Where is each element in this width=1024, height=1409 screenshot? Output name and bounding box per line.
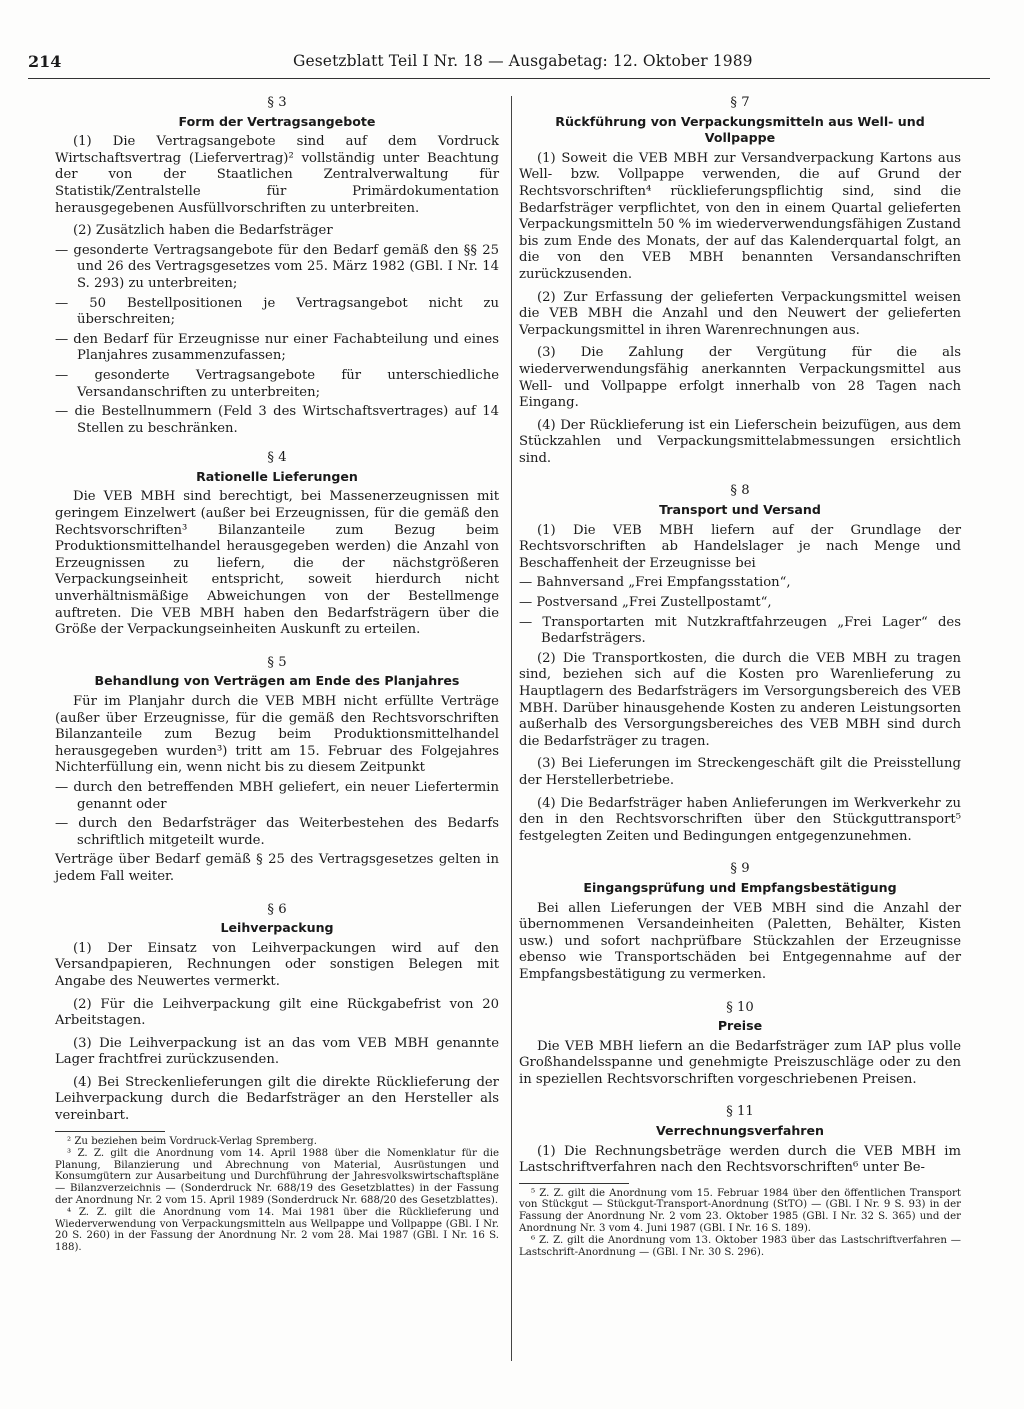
list-item: — Postversand „Frei Zustellpostamt“,	[519, 595, 772, 611]
section-number: § 9	[730, 861, 750, 877]
header-title: Gesetzblatt Teil I Nr. 18 — Ausgabetag: 12. Oktober 1989	[293, 52, 753, 70]
paragraph: Für im Planjahr durch die VEB MBH nicht erfüllte Verträge (außer über Erzeugnisse, für die gemäß den Rechtsvorschriften Bilanzanteile zum Bezug beim Produktionsmittelhandel herausgegeben wurden³) tritt am 15. Februar des Folgejahres Nichterfüllung ein, wenn nicht bis zu diesem Zeitpunkt	[55, 694, 499, 776]
list-item: — die Bestellnummern (Feld 3 des Wirtschaftsvertrages) auf 14 Stellen zu beschränken.	[55, 404, 499, 436]
paragraph: (2) Zur Erfassung der gelieferten Verpackungsmittel weisen die VEB MBH die Anzahl und den Neuwert der gelieferten Verpackungsmittel in ihren Warenrechnungen aus.	[519, 289, 961, 338]
section-number: § 5	[267, 654, 287, 670]
footnote: ² Zu beziehen beim Vordruck-Verlag Spremberg.	[67, 1135, 317, 1147]
header-rule	[28, 78, 990, 79]
paragraph: (2) Zusätzlich haben die Bedarfsträger	[73, 223, 333, 239]
paragraph: Die VEB MBH sind berechtigt, bei Massenerzeugnissen mit geringem Einzelwert (außer bei Erzeugnissen, für die gemäß den Rechtsvorschriften³ Bilanzanteile zum Bezug beim Produktionsmittelhandel herausgegeben werden) die Anzahl von Erzeugnissen zu liefern, die der nächstgrößeren Verpackungseinheit entspricht, soweit hierdurch nicht unverhältnismäßige Abweichungen von der Bestellmenge auftreten. Die VEB MBH haben den Bedarfsträgern über die Größe der Verpackungseinheiten Auskunft zu erteilen.	[55, 489, 499, 638]
paragraph: (3) Bei Lieferungen im Streckengeschäft gilt die Preisstellung der Herstellerbetriebe.	[519, 756, 961, 788]
paragraph: (1) Der Einsatz von Leihverpackungen wird auf den Versandpapieren, Rechnungen oder sonstigen Belegen mit Angabe des Neuwertes vermerkt.	[55, 940, 499, 989]
paragraph: (3) Die Leihverpackung ist an das vom VEB MBH genannte Lager frachtfrei zurückzusenden.	[55, 1035, 499, 1068]
section-number: § 6	[267, 901, 287, 917]
paragraph: Verträge über Bedarf gemäß § 25 des Vertragsgesetzes gelten in jedem Fall weiter.	[55, 852, 499, 884]
section-title: Transport und Versand	[659, 502, 821, 518]
section-number: § 4	[267, 450, 287, 466]
section-title: Leihverpackung	[220, 920, 334, 936]
footnote: ⁶ Z. Z. gilt die Anordnung vom 13. Oktober 1983 über das Lastschriftverfahren — Lastschrift-Anordnung — (GBl. I Nr. 30 S. 296).	[519, 1235, 961, 1258]
paragraph: (2) Die Transportkosten, die durch die VEB MBH zu tragen sind, beziehen sich auf die Kosten pro Warenlieferung zu Hauptlagern des Bedarfsträgers im Versorgungsbereich des VEB MBH. Darüber hinausgehende Kosten zu anderen Leistungsorten außerhalb des Versorgungsbereiches des VEB MBH sind durch die Bedarfsträger zu tragen.	[519, 650, 961, 749]
footnote: ³ Z. Z. gilt die Anordnung vom 14. April 1988 über die Nomenklatur für die Planung, Bilanzierung und Abrechnung von Material, Ausrüstungen und Konsumgütern zur Ausarbeitung und Durchführung der Jahresvolkswirtschaftspläne — Bilanzverzeichnis — (Sonderdruck Nr. 688/19 des Gesetzblattes) in der Fassung der Anordnung Nr. 2 vom 15. April 1989 (Sonderdruck Nr. 688/20 des Gesetzblattes).	[55, 1148, 499, 1206]
footnote: ⁵ Z. Z. gilt die Anordnung vom 15. Februar 1984 über den öffentlichen Transport von Stückgut — Stückgut-Transport-Anordnung (StTO) — (GBl. I Nr. 9 S. 93) in der Fassung der Anordnung Nr. 2 vom 23. Oktober 1985 (GBl. I Nr. 32 S. 365) und der Anordnung Nr. 3 vom 4. Juni 1987 (GBl. I Nr. 16 S. 189).	[519, 1187, 961, 1234]
right-column	[519, 95, 961, 1259]
left-column	[55, 95, 499, 1255]
footnote: ⁴ Z. Z. gilt die Anordnung vom 14. Mai 1981 über die Rücklieferung und Wiederverwendung von Verpackungsmitteln aus Wellpappe und Vollpappe (GBl. I Nr. 20 S. 260) in der Fassung der Anordnung Nr. 2 vom 28. Mai 1987 (GBl. I Nr. 16 S. 188).	[55, 1207, 499, 1253]
paragraph: (4) Bei Streckenlieferungen gilt die direkte Rücklieferung der Leihverpackung durch die Bedarfsträger an den Hersteller als vereinbart.	[55, 1074, 499, 1124]
list-item: — gesonderte Vertragsangebote für unterschiedliche Versandanschriften zu unterbreiten;	[55, 367, 499, 400]
paragraph: Bei allen Lieferungen der VEB MBH sind die Anzahl der übernommenen Versandeinheiten (Paletten, Behälter, Kisten usw.) und sofort nachprüfbare Stückzahlen der Erzeugnisse ebenso wie Transportschäden bei Entgegennahme auf der Empfangsbestätigung zu vermerken.	[519, 900, 961, 982]
list-item: — den Bedarf für Erzeugnisse nur einer Fachabteilung und eines Planjahres zusammenzufassen;	[55, 331, 499, 364]
section-number: § 10	[726, 999, 754, 1015]
page-header	[28, 52, 990, 76]
section-title: Rationelle Lieferungen	[196, 468, 358, 484]
list-item: — gesonderte Vertragsangebote für den Bedarf gemäß den §§ 25 und 26 des Vertragsgesetzes vom 25. März 1982 (GBl. I Nr. 14 S. 293) zu unterbreiten;	[55, 242, 499, 291]
section-title: Form der Vertragsangebote	[178, 113, 376, 129]
paragraph: Die VEB MBH liefern an die Bedarfsträger zum IAP plus volle Großhandelsspanne und genehmigte Preiszuschläge oder zu den in speziellen Rechtsvorschriften vorgeschriebenen Preisen.	[519, 1038, 961, 1087]
paragraph: (1) Die VEB MBH liefern auf der Grundlage der Rechtsvorschriften ab Handelslager je nach Menge und Beschaffenheit der Erzeugnisse bei	[519, 522, 961, 571]
paragraph: (1) Die Vertragsangebote sind auf dem Vordruck Wirtschaftsvertrag (Liefervertrag)² vollständig unter Beachtung der von der Staatlichen Zentralverwaltung für Statistik/Zentralstelle für Primärdokumentation herausgegebenen Ausfüllvorschriften zu unterbreiten.	[55, 134, 499, 216]
section-number: § 8	[730, 483, 750, 499]
paragraph: (3) Die Zahlung der Vergütung für die als wiederverwendungsfähig anerkannten Verpackungsmittel aus Well- und Vollpappe erfolgt innerhalb von 28 Tagen nach Eingang.	[519, 345, 961, 411]
paragraph: (2) Für die Leihverpackung gilt eine Rückgabefrist von 20 Arbeitstagen.	[55, 996, 499, 1029]
footnote-rule	[55, 1131, 165, 1132]
section-number: § 3	[267, 95, 287, 110]
list-item: — Bahnversand „Frei Empfangsstation“,	[519, 575, 791, 591]
section-title: Verrechnungsverfahren	[655, 1123, 825, 1139]
section-title: Eingangsprüfung und Empfangsbestätigung	[583, 879, 897, 895]
footnote-rule	[519, 1183, 629, 1184]
list-item: — 50 Bestellpositionen je Vertragsangebot nicht zu überschreiten;	[55, 295, 499, 328]
paragraph: (1) Die Rechnungsbeträge werden durch die VEB MBH im Lastschriftverfahren nach den Rechtsvorschriften⁶ unter Be-	[519, 1143, 961, 1176]
section-title: Preise	[717, 1018, 763, 1034]
section-title: Behandlung von Verträgen am Ende des Planjahres	[94, 673, 460, 689]
list-item: — durch den Bedarfsträger das Weiterbestehen des Bedarfs schriftlich mitgeteilt wurde.	[55, 816, 499, 848]
list-item: — Transportarten mit Nutzkraftfahrzeugen „Frei Lager“ des Bedarfsträgers.	[519, 614, 961, 647]
section-title: Rückführung von Verpackungsmitteln aus Well- und Vollpappe	[555, 113, 925, 146]
section-number: § 11	[726, 1104, 754, 1120]
page-number: 214	[28, 52, 62, 71]
section-number: § 7	[730, 95, 750, 110]
paragraph: (4) Die Bedarfsträger haben Anlieferungen im Werkverkehr zu den in den Rechtsvorschriften über den Stückguttransport⁵ festgelegten Zeiten und Bedingungen entgegenzunehmen.	[519, 795, 961, 844]
paragraph: (4) Der Rücklieferung ist ein Lieferschein beizufügen, aus dem Stückzahlen und Verpackungsmittelabmessungen ersichtlich sind.	[519, 417, 961, 466]
paragraph: (1) Soweit die VEB MBH zur Versandverpackung Kartons aus Well- bzw. Vollpappe verwenden, die auf Grund der Rechtsvorschriften⁴ rücklieferungspflichtig sind, sind die Bedarfsträger verpflichtet, von den in einem Quartal gelieferten Verpackungsmitteln 50 % im wiederverwendungsfähigen Zustand bis zum Ende des Monats, der auf das Kalenderquartal folgt, an die von den VEB MBH benannten Versandanschriften zurückzusenden.	[519, 150, 961, 282]
list-item: — durch den betreffenden MBH geliefert, ein neuer Liefertermin genannt oder	[55, 779, 499, 812]
column-divider	[511, 96, 512, 1361]
